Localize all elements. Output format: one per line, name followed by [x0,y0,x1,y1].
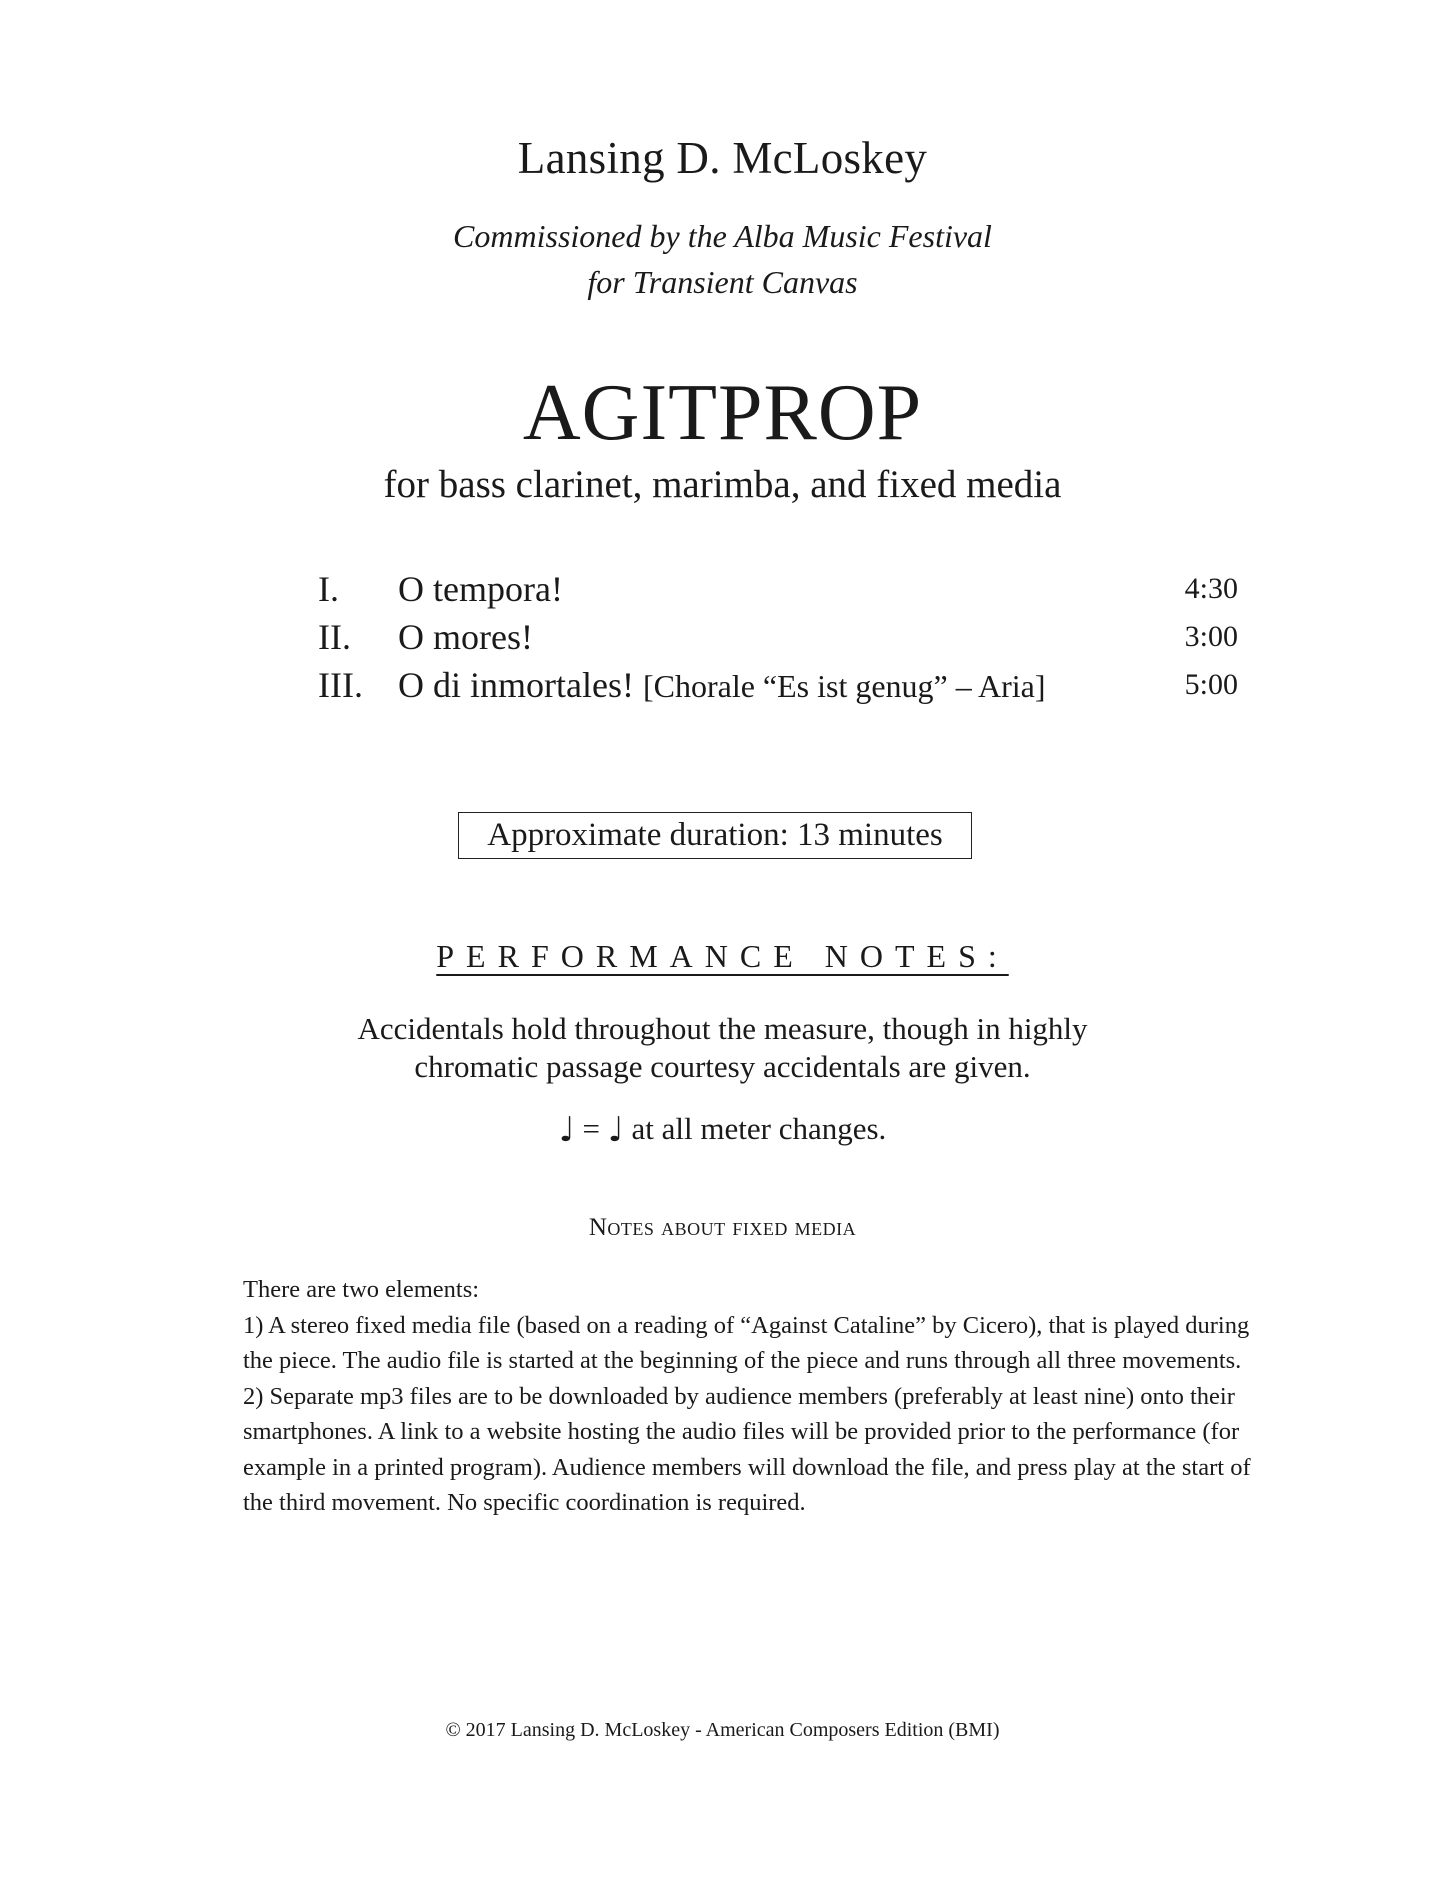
work-title: AGITPROP [522,369,923,457]
movement-numeral: II. [318,617,351,657]
composer-name: Lansing D. McLoskey [517,133,928,183]
quarter-note-icon: ♩ [558,1110,575,1150]
fixed-media-notes [243,1272,1283,1521]
movement-title [398,616,533,658]
movement-duration: 5:00 [1184,668,1238,701]
performance-notes-heading: PERFORMANCE NOTES: [436,938,1009,974]
commission-note [0,213,1445,305]
movement-title [398,664,1046,706]
tempo-text: at all meter changes. [631,1111,887,1146]
fixed-media-item-2: 2) Separate mp3 files are to be downloaded by audience members (preferably at least nine) onto their smartphones. A link to a website hosting the audio files will be provided prior to the performance (for example in a printed program). Audience members will download the file, and press play at the start of the third movement. No specific coordination is required. [243,1382,1251,1516]
instrumentation: for bass clarinet, marimba, and fixed media [383,463,1062,506]
equals-sign: = [582,1111,600,1146]
quarter-note-icon: ♩ [607,1110,624,1150]
movement-title-text: O di inmortales! [398,665,634,705]
notes-line-2: chromatic passage courtesy accidentals are given. [414,1049,1031,1084]
commission-line-1: Commissioned by the Alba Music Festival [453,218,992,254]
movement-duration: 4:30 [1184,572,1238,605]
movement-subtitle: [Chorale “Es ist genug” – Aria] [642,668,1046,704]
movement-numeral: I. [318,569,339,609]
movement-duration: 3:00 [1184,620,1238,653]
tempo-equivalence [0,1110,1445,1150]
movement-item [318,664,1238,712]
notes-line-1: Accidentals hold throughout the measure, though in highly [357,1011,1088,1046]
movement-title-text: O mores! [398,617,533,657]
commission-line-2: for Transient Canvas [587,264,858,300]
fixed-media-heading: Notes about fixed media [588,1214,857,1241]
approximate-duration-box: Approximate duration: 13 minutes [458,812,972,859]
fixed-media-intro: There are two elements: [243,1276,480,1303]
movement-title [398,568,563,610]
performance-notes-text [0,1010,1445,1086]
movement-item [318,568,1238,616]
fixed-media-item-1: 1) A stereo fixed media file (based on a reading of “Against Cataline” by Cicero), that is played during the piece. The audio file is started at the beginning of the piece and runs through all three movements. [243,1311,1250,1374]
movement-item [318,616,1238,664]
copyright-footer: © 2017 Lansing D. McLoskey - American Composers Edition (BMI) [445,1719,1000,1741]
movement-numeral: III. [318,665,363,705]
movement-title-text: O tempora! [398,569,563,609]
